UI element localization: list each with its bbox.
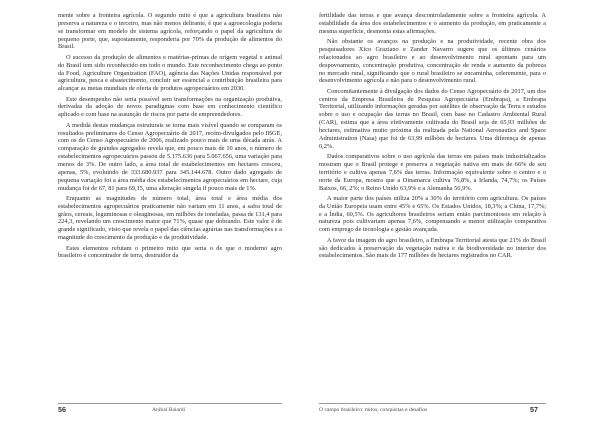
paragraph: Este desempenho não seria possível sem transformações na organização produtiva, derivadas da adoção de novos paradigmas com base em conhecimento científico aplicado e com base na assunção de riscos por parte de empreendedores. bbox=[58, 95, 282, 119]
paragraph: Não obstante os avanços na produção e na produtividade, recente obra dos pesquisadores Xico Graziano e Zander Navarro sugere que os últimos cenários relacionados ao agro brasileiro e ao desenvolvimento rural apontam para um despovoamento, concentração produtiva, concentração de renda e aumento da pobreza no mercado rural, significando que o rural brasileiro se encaminha, celeremente, para o desenvolvimento agrícola e não para o desenvolvimento rural. bbox=[319, 38, 546, 85]
running-head-author: Anibal Baiardi bbox=[152, 406, 186, 413]
left-page-text bbox=[58, 12, 282, 263]
left-page-footer bbox=[0, 403, 300, 417]
footer-rule bbox=[58, 403, 282, 404]
running-head-title: O campo brasileiro: mitos, conquistas e desafios bbox=[319, 406, 428, 413]
paragraph: fertilidade das terras e que avança descontroladamente sobre a fronteira agrícola. A estabilidade da área dos estabelecimentos e o aumento da produção, em praticamente a mesma superfície, desmonta estas afirmações. bbox=[319, 12, 546, 35]
paragraph: Estes elementos refutam o primeiro mito que seria o de que o moderno agro brasileiro é concentrador de terra, destruidor da bbox=[58, 244, 282, 260]
paragraph: mente sobre a fronteira agrícola. O segundo mito é que a agricultura brasileira não preserva a natureza e o terceiro, mas não menos delirante, é que a agroecologia poderia se transformar em modelo de sistema agrícola, reforçando o papel da agricultura de pequeno porte, que, supostamente, responderia por 70% da produção de alimentos do Brasil. bbox=[58, 12, 282, 51]
right-page-footer bbox=[300, 403, 600, 417]
paragraph: O sucesso da produção de alimentos e matérias-primas de origem vegetal e animal do Brasil tem sido reconhecido em todo o mundo. Este reconhecimento chega ao ponto da Food, Agriculture Organization (FAO), agência das Nações Unidas responsável por agricultura, pesca e abastecimento, concluir ser essencial a contribuição brasileira para alcançar as metas mundiais de oferta de produtos agropecuários em 2030. bbox=[58, 53, 282, 93]
right-page-text bbox=[319, 12, 546, 263]
page-number: 57 bbox=[530, 405, 538, 414]
paragraph: Dados comparativos sobre o uso agrícola das terras em países mais industrializados mostram que o Brasil protege e preserva a vegetação nativa em mais de 66% de seu território e cultiva apenas 7,6% das terras. Informação equivalente sobre o centro e o norte da Europa, mostra que a Dinamarca cultiva 76,8%, a Irlanda, 74,7%; os Países Baixos, 66, 2%; o Reino Unido 63,9% e a Alemanha 56,9%. bbox=[319, 153, 546, 192]
page-number: 56 bbox=[58, 405, 66, 414]
footer-rule bbox=[319, 403, 546, 404]
paragraph: Enquanto as magnitudes de número total, área total e área média dos estabelecimentos agropecuários praticamente não variam em 11 anos, a safra total de grãos, cereais, leguminosas e oleaginosas, em milhões de toneladas, passa de 131,4 para 224,3, revelando um crescimento maior que 71%, quase que dobrando. Este valor é de grande significado, visto que revela o papel das ciências agrárias nas transformações e a magnitude do crescimento da produção e da produtividade. bbox=[58, 194, 282, 242]
paragraph: Concomitantemente à divulgação dos dados do Censo Agropecuário de 2017, um dos centros da Empresa Brasileira de Pesquisa Agropecuária (Embrapa), a Embrapa Territorial, utilizando informações geradas por satélites de observação da Terra e estudos sobre o uso e ocupação das terras no Brasil, com base no Cadastro Ambiental Rural (CAR), estima que a área efetivamente cultivada do Brasil seja de 65,93 milhões de hectares, estimativa muito próxima da realizada pela National Aeronautics and Space Administration (Nasa) que foi de 63,99 milhões de hectares. Uma diferença de apenas 0,2%. bbox=[319, 87, 546, 150]
paragraph: A medida destas mudanças estruturais se torna mais visível quando se comparam os resultados preliminares do Censo Agropecuário de 2017, recém-divulgados pelo IBGE, com os do Censo Agropecuário de 2006, realizado pouco mais de uma década atrás. A comparação de grandes agregados revela que, em pouco mais de 10 anos, o número de estabelecimentos agropecuários passou de 5.175.636 para 5.067.656, uma variação para menos de 3%. De outro lado, a área total de estabelecimentos em hectares cresceu, apenas, 5%, evoluindo de 333.680.937 para 345.144.678. Outro dado agregado de pequena variação foi a área média dos estabelecimentos agropecuários em hectare, cuja mudança foi de 67, 81 para 69,15, uma alteração singela if pouco mais de 1%. bbox=[58, 121, 282, 192]
right-page bbox=[300, 0, 600, 439]
paragraph: A favor da imagem do agro brasileiro, a Embrapa Territorial atesta que 21% do Brasil são dedicados à preservação da vegetação nativa e da biodiversidade no interior dos estabelecimentos. São mais de 177 milhões de hectares registrados no CAR. bbox=[319, 236, 546, 260]
paragraph: A maior parte dos países utiliza 20% a 30% do território com agricultura. Os países da União Europeia usam entre 45% e 65%. Os Estados Unidos, 18,3%; a China, 17,7%; e a Índia, 60,5%. Os agricultores brasileiros seriam então parcimoniosos em relação à natureza pois cultivariam apenas 7,6%, compensando a menor utilização comparativa com emprego de tecnologia e gestão avançada. bbox=[319, 194, 546, 234]
